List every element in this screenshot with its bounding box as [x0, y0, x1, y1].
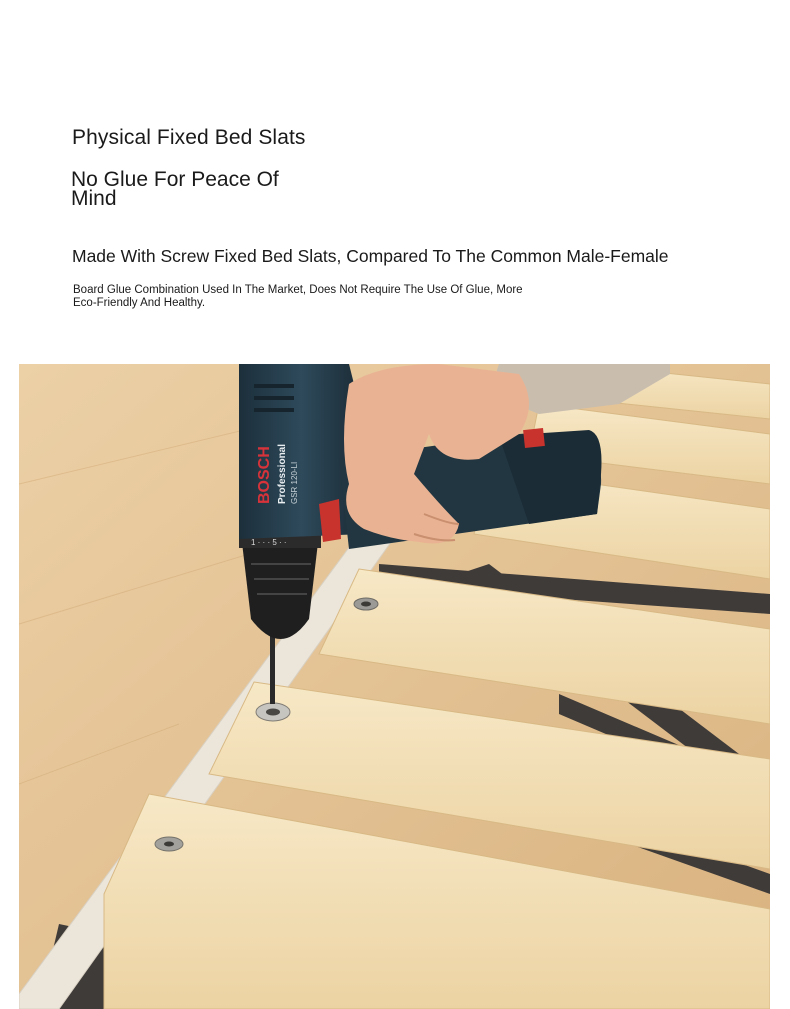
battery-accent: [523, 428, 545, 448]
description-text: Board Glue Combination Used In The Market, Does Not Require The Use Of Glue, More Eco-Friendly And Healthy.: [73, 284, 523, 309]
drill-brand: BOSCH: [256, 446, 273, 504]
product-photo: [19, 364, 770, 1009]
drill-bit: [270, 634, 275, 704]
page-subtitle: No Glue For Peace Of Mind: [71, 168, 279, 210]
drill-model: GSR 120-LI: [290, 461, 299, 504]
svg-text:1 · · · 5 · ·: 1 · · · 5 · ·: [251, 538, 287, 547]
lead-text: Made With Screw Fixed Bed Slats, Compared To The Common Male-Female: [72, 246, 669, 266]
page-title: Physical Fixed Bed Slats: [72, 126, 306, 149]
drill-line: Professional: [277, 443, 288, 504]
